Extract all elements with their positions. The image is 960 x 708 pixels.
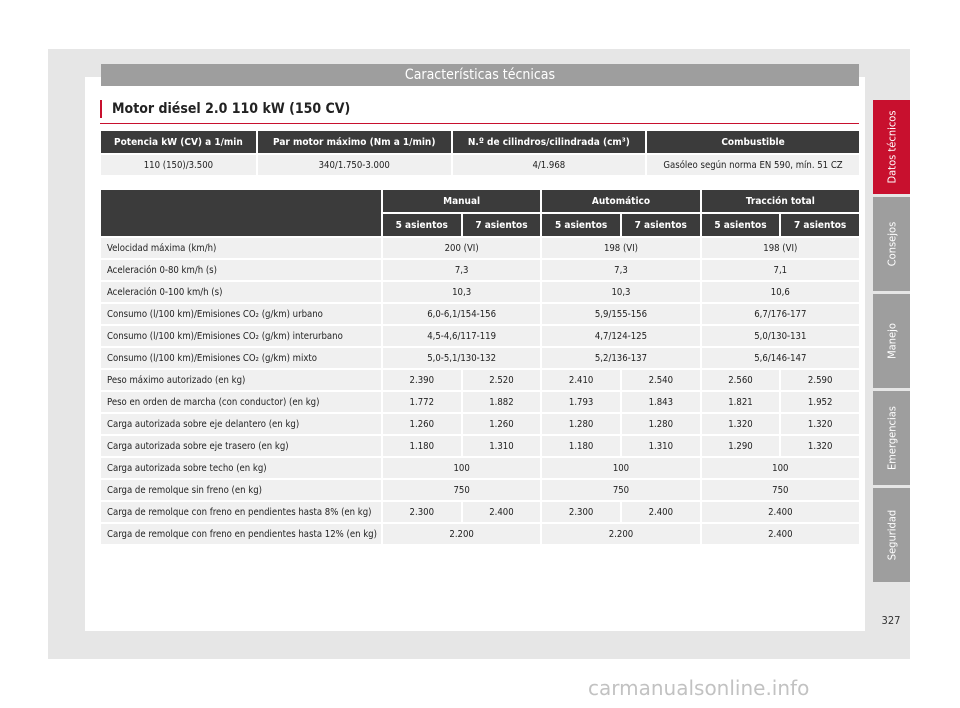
table-row <box>101 414 859 434</box>
row-label: Aceleración 0-100 km/h (s) <box>101 282 381 302</box>
row-label: Peso en orden de marcha (con conductor) (en kg) <box>101 392 381 412</box>
table-cell: 1.320 <box>702 414 780 434</box>
table-cell: 1.280 <box>542 414 620 434</box>
spec-corner-cell <box>101 190 381 236</box>
table-cell: 750 <box>702 480 859 500</box>
table-row <box>101 304 859 324</box>
table-cell: 2.200 <box>542 524 699 544</box>
table-row <box>101 348 859 368</box>
table-cell: 10,3 <box>383 282 540 302</box>
row-label: Velocidad máxima (km/h) <box>101 238 381 258</box>
watermark: carmanualsonline.info <box>588 676 810 700</box>
page-number: 327 <box>881 614 901 627</box>
engine-table <box>99 129 861 177</box>
table-cell: 750 <box>383 480 540 500</box>
table-row <box>101 260 859 280</box>
table-cell: 198 (VI) <box>542 238 699 258</box>
title-divider <box>100 123 859 124</box>
seat-header: 5 asientos <box>702 214 780 236</box>
table-cell: 6,7/176-177 <box>702 304 859 324</box>
table-cell: 2.300 <box>383 502 461 522</box>
row-label: Aceleración 0-80 km/h (s) <box>101 260 381 280</box>
table-cell: 2.540 <box>622 370 700 390</box>
table-row <box>101 238 859 258</box>
table-cell: 5,0/130-131 <box>702 326 859 346</box>
table-cell: 4,5-4,6/117-119 <box>383 326 540 346</box>
table-cell: 2.390 <box>383 370 461 390</box>
table-cell: 1.320 <box>781 414 859 434</box>
side-tab-label: Emergencias <box>885 406 898 470</box>
table-row <box>101 282 859 302</box>
table-cell: 2.560 <box>702 370 780 390</box>
table-cell: 750 <box>542 480 699 500</box>
seat-header: 5 asientos <box>542 214 620 236</box>
table-cell: 2.200 <box>383 524 540 544</box>
engine-value-fuel: Gasóleo según norma EN 590, mín. 51 CZ <box>647 155 859 175</box>
table-row <box>101 480 859 500</box>
table-cell: 1.821 <box>702 392 780 412</box>
table-cell: 1.310 <box>622 436 700 456</box>
table-cell: 1.180 <box>383 436 461 456</box>
group-header-manual: Manual <box>383 190 540 212</box>
table-cell: 1.260 <box>463 414 541 434</box>
table-cell: 10,3 <box>542 282 699 302</box>
table-row <box>101 392 859 412</box>
table-cell: 1.882 <box>463 392 541 412</box>
table-cell: 200 (VI) <box>383 238 540 258</box>
table-cell: 1.843 <box>622 392 700 412</box>
side-tab-seguridad[interactable] <box>873 488 910 582</box>
table-row <box>101 458 859 478</box>
table-cell: 2.400 <box>622 502 700 522</box>
table-cell: 5,9/155-156 <box>542 304 699 324</box>
seat-header: 7 asientos <box>781 214 859 236</box>
engine-value-cylinders: 4/1.968 <box>453 155 645 175</box>
table-cell: 2.400 <box>463 502 541 522</box>
spec-table <box>99 188 861 546</box>
table-cell: 2.400 <box>702 524 859 544</box>
table-cell: 1.772 <box>383 392 461 412</box>
table-cell: 1.180 <box>542 436 620 456</box>
side-tab-label: Seguridad <box>885 509 898 561</box>
table-cell: 6,0-6,1/154-156 <box>383 304 540 324</box>
seat-header: 7 asientos <box>463 214 541 236</box>
engine-header-power: Potencia kW (CV) a 1/min <box>101 131 256 153</box>
page-title: Motor diésel 2.0 110 kW (150 CV) <box>100 100 350 118</box>
full-rows <box>101 370 859 456</box>
table-row <box>101 370 859 390</box>
table-cell: 100 <box>383 458 540 478</box>
side-tab-datos-t-cnicos[interactable] <box>873 100 910 194</box>
row-label: Consumo (l/100 km)/Emisiones CO₂ (g/km) urbano <box>101 304 381 324</box>
merged-rows <box>101 238 859 368</box>
side-tab-emergencias[interactable] <box>873 391 910 485</box>
table-cell: 2.520 <box>463 370 541 390</box>
table-cell: 100 <box>702 458 859 478</box>
row-label: Carga de remolque sin freno (en kg) <box>101 480 381 500</box>
seat-header: 7 asientos <box>622 214 700 236</box>
table-cell: 100 <box>542 458 699 478</box>
table-cell: 2.410 <box>542 370 620 390</box>
table-row <box>101 524 859 544</box>
row-label: Carga autorizada sobre techo (en kg) <box>101 458 381 478</box>
side-tab-label: Manejo <box>885 323 898 359</box>
merged-rows-2 <box>101 458 859 500</box>
side-tab-label: Datos técnicos <box>885 110 898 184</box>
engine-header-cylinders: N.º de cilindros/cilindrada (cm³) <box>453 131 645 153</box>
table-cell: 5,2/136-137 <box>542 348 699 368</box>
table-cell: 2.400 <box>702 502 859 522</box>
side-tab-label: Consejos <box>885 221 898 267</box>
table-cell: 7,3 <box>383 260 540 280</box>
table-cell: 5,6/146-147 <box>702 348 859 368</box>
table-cell: 1.310 <box>463 436 541 456</box>
side-tab-consejos[interactable] <box>873 197 910 291</box>
table-cell: 1.952 <box>781 392 859 412</box>
table-cell: 4,7/124-125 <box>542 326 699 346</box>
row-label: Carga de remolque con freno en pendientes hasta 12% (en kg) <box>101 524 381 544</box>
engine-value-power: 110 (150)/3.500 <box>101 155 256 175</box>
side-tab-manejo[interactable] <box>873 294 910 388</box>
row-label: Carga autorizada sobre eje trasero (en kg) <box>101 436 381 456</box>
group-header-automatic: Automático <box>542 190 699 212</box>
table-row <box>101 326 859 346</box>
engine-value-torque: 340/1.750-3.000 <box>258 155 451 175</box>
table-cell: 1.280 <box>622 414 700 434</box>
table-cell: 2.300 <box>542 502 620 522</box>
table-cell: 7,1 <box>702 260 859 280</box>
table-cell: 5,0-5,1/130-132 <box>383 348 540 368</box>
table-cell: 1.290 <box>702 436 780 456</box>
section-header-bar: Características técnicas <box>101 64 859 86</box>
table-row <box>101 502 859 522</box>
partial-rows <box>101 502 859 544</box>
table-cell: 10,6 <box>702 282 859 302</box>
engine-header-torque: Par motor máximo (Nm a 1/min) <box>258 131 451 153</box>
engine-header-fuel: Combustible <box>647 131 859 153</box>
table-row <box>101 436 859 456</box>
row-label: Peso máximo autorizado (en kg) <box>101 370 381 390</box>
row-label: Consumo (l/100 km)/Emisiones CO₂ (g/km) interurbano <box>101 326 381 346</box>
seat-header: 5 asientos <box>383 214 461 236</box>
group-header-awd: Tracción total <box>702 190 859 212</box>
row-label: Carga autorizada sobre eje delantero (en kg) <box>101 414 381 434</box>
table-cell: 198 (VI) <box>702 238 859 258</box>
table-cell: 7,3 <box>542 260 699 280</box>
table-cell: 1.320 <box>781 436 859 456</box>
table-cell: 2.590 <box>781 370 859 390</box>
row-label: Consumo (l/100 km)/Emisiones CO₂ (g/km) mixto <box>101 348 381 368</box>
table-cell: 1.793 <box>542 392 620 412</box>
row-label: Carga de remolque con freno en pendientes hasta 8% (en kg) <box>101 502 381 522</box>
table-cell: 1.260 <box>383 414 461 434</box>
